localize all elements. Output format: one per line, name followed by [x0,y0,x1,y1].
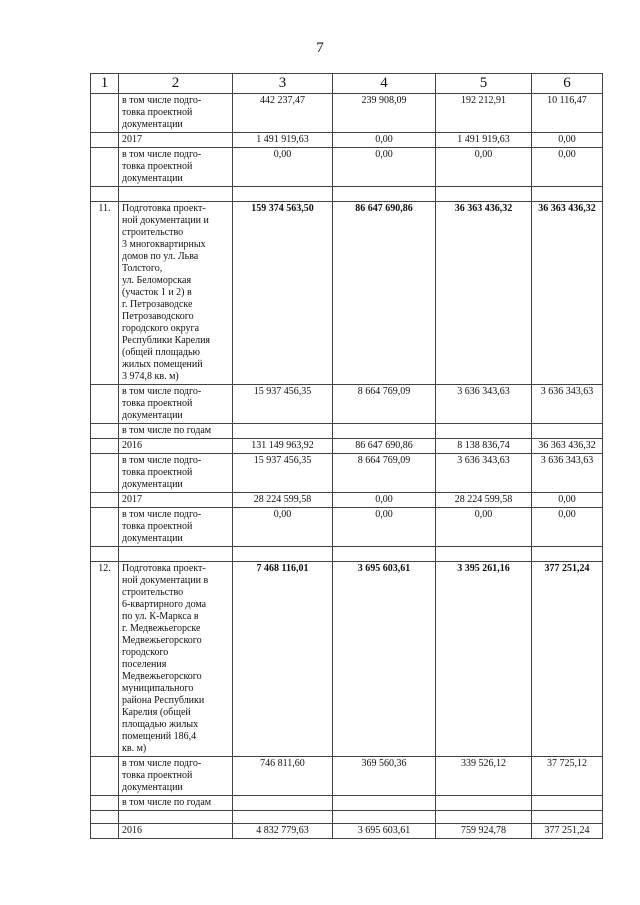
row-description: в том числе подго- товка проектной документации [119,508,233,547]
amount-cell: 0,00 [233,148,333,187]
amount-cell: 369 560,36 [333,757,436,796]
amount-cell: 15 937 456,35 [233,385,333,424]
spacer-cell [119,547,233,562]
amount-cell [233,796,333,811]
spacer-cell [333,547,436,562]
amount-cell: 131 149 963,92 [233,439,333,454]
row-description: в том числе подго- товка проектной документации [119,454,233,493]
row-number [91,424,119,439]
amount-cell [333,424,436,439]
amount-cell [436,796,532,811]
row-number [91,133,119,148]
spacer-cell [436,811,532,824]
spacer-cell [333,187,436,202]
row-description: 2017 [119,133,233,148]
amount-cell: 4 832 779,63 [233,824,333,839]
amount-cell: 8 664 769,09 [333,385,436,424]
amount-cell: 37 725,12 [532,757,603,796]
table-row [91,562,603,757]
spacer-cell [91,187,119,202]
table-row [91,508,603,547]
amount-cell: 86 647 690,86 [333,202,436,385]
row-description: в том числе подго- товка проектной документации [119,385,233,424]
spacer-cell [233,547,333,562]
spacer-cell [436,547,532,562]
amount-cell: 0,00 [233,508,333,547]
amount-cell: 0,00 [333,493,436,508]
amount-cell: 746 811,60 [233,757,333,796]
amount-cell: 0,00 [333,508,436,547]
amount-cell: 28 224 599,58 [436,493,532,508]
table-row [91,133,603,148]
amount-cell: 239 908,09 [333,94,436,133]
budget-table [90,73,603,839]
amount-cell: 0,00 [532,493,603,508]
amount-cell: 36 363 436,32 [436,202,532,385]
amount-cell: 0,00 [532,508,603,547]
amount-cell: 0,00 [436,148,532,187]
page-number: 7 [316,40,324,56]
amount-cell: 8 138 836,74 [436,439,532,454]
row-description: в том числе по годам [119,424,233,439]
spacer-cell [333,811,436,824]
row-number [91,493,119,508]
spacer-cell [119,811,233,824]
column-header: 4 [333,74,436,94]
row-description: 2017 [119,493,233,508]
amount-cell: 3 636 343,63 [436,385,532,424]
amount-cell: 339 526,12 [436,757,532,796]
amount-cell: 0,00 [333,133,436,148]
table-row [91,148,603,187]
table-row [91,385,603,424]
spacer-row [91,811,603,824]
table-row [91,94,603,133]
amount-cell: 0,00 [436,508,532,547]
row-description: в том числе по годам [119,796,233,811]
spacer-cell [532,547,603,562]
amount-cell [532,424,603,439]
table-row [91,439,603,454]
amount-cell: 36 363 436,32 [532,439,603,454]
row-description: в том числе подго- товка проектной документации [119,148,233,187]
row-number [91,454,119,493]
amount-cell: 159 374 563,50 [233,202,333,385]
table-row [91,454,603,493]
row-number [91,385,119,424]
row-number [91,824,119,839]
amount-cell: 8 664 769,09 [333,454,436,493]
spacer-cell [91,811,119,824]
amount-cell: 3 636 343,63 [532,454,603,493]
row-description: в том числе подго- товка проектной документации [119,757,233,796]
row-number: 12. [91,562,119,757]
amount-cell: 0,00 [532,148,603,187]
spacer-row [91,187,603,202]
table-row [91,493,603,508]
column-header: 5 [436,74,532,94]
amount-cell: 442 237,47 [233,94,333,133]
table-header-row [91,74,603,94]
amount-cell: 1 491 919,63 [436,133,532,148]
row-description: 2016 [119,439,233,454]
row-number [91,757,119,796]
amount-cell: 759 924,78 [436,824,532,839]
spacer-cell [119,187,233,202]
amount-cell: 86 647 690,86 [333,439,436,454]
row-number [91,439,119,454]
row-number [91,796,119,811]
amount-cell: 192 212,91 [436,94,532,133]
amount-cell [532,796,603,811]
amount-cell: 15 937 456,35 [233,454,333,493]
row-number [91,94,119,133]
table-row [91,757,603,796]
amount-cell: 7 468 116,01 [233,562,333,757]
row-number: 11. [91,202,119,385]
row-description: 2016 [119,824,233,839]
spacer-cell [233,187,333,202]
amount-cell: 10 116,47 [532,94,603,133]
amount-cell: 3 695 603,61 [333,562,436,757]
row-description: в том числе подго- товка проектной документации [119,94,233,133]
amount-cell: 0,00 [532,133,603,148]
amount-cell: 377 251,24 [532,562,603,757]
table-row [91,202,603,385]
table-row [91,424,603,439]
row-description: Подготовка проект- ной документации в строительство 6-квартирного дома по ул. К-Маркса в г. Медвежьегорске Медвежьегорского городского поселения Медвежьегорского муниципального района Республики Карелия (общей площадью жилых помещений 186,4 кв. м) [119,562,233,757]
amount-cell: 377 251,24 [532,824,603,839]
spacer-row [91,547,603,562]
amount-cell: 28 224 599,58 [233,493,333,508]
column-header: 6 [532,74,603,94]
amount-cell [233,424,333,439]
amount-cell: 3 395 261,16 [436,562,532,757]
spacer-cell [436,187,532,202]
column-header: 2 [119,74,233,94]
spacer-cell [233,811,333,824]
row-description: Подготовка проект- ной документации и строительство 3 многоквартирных домов по ул. Льва Толстого, ул. Беломорская (участок 1 и 2) в г. Петрозаводске Петрозаводского городского округа Республики Карелия (общей площадью жилых помещений 3 974,8 кв. м) [119,202,233,385]
table-row [91,824,603,839]
row-number [91,148,119,187]
table-row [91,796,603,811]
amount-cell: 3 695 603,61 [333,824,436,839]
column-header: 3 [233,74,333,94]
amount-cell: 36 363 436,32 [532,202,603,385]
amount-cell [436,424,532,439]
amount-cell: 0,00 [333,148,436,187]
amount-cell: 1 491 919,63 [233,133,333,148]
spacer-cell [91,547,119,562]
spacer-cell [532,811,603,824]
column-header: 1 [91,74,119,94]
spacer-cell [532,187,603,202]
amount-cell: 3 636 343,63 [436,454,532,493]
amount-cell [333,796,436,811]
amount-cell: 3 636 343,63 [532,385,603,424]
row-number [91,508,119,547]
